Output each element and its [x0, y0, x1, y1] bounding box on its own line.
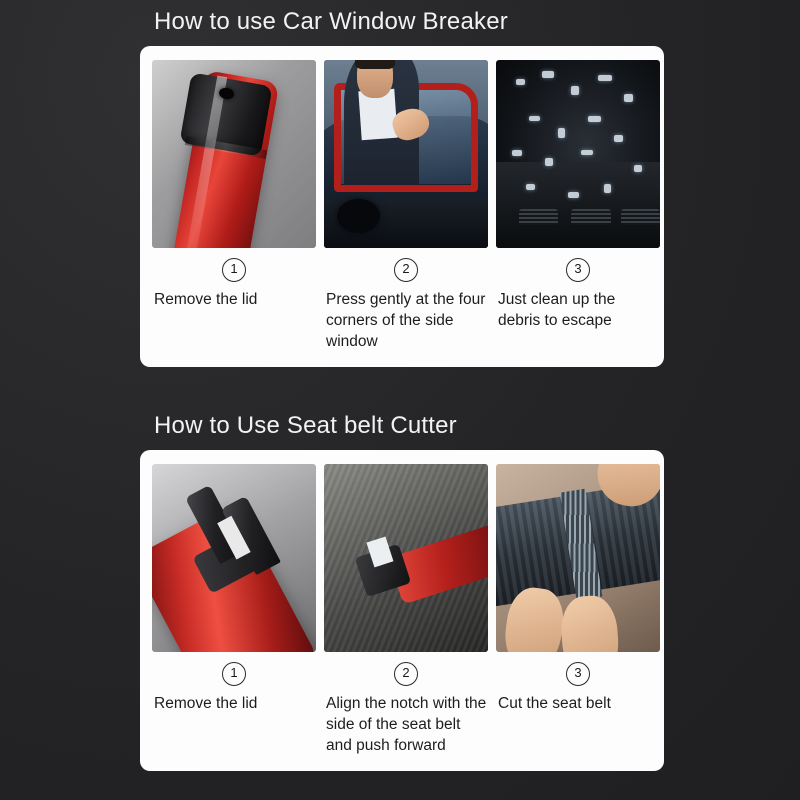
glass-shard	[542, 71, 554, 78]
step-number-badge: 3	[566, 662, 590, 686]
glass-shard	[634, 165, 642, 172]
step-3	[496, 258, 660, 353]
person-hair	[355, 60, 394, 69]
glass-shard	[529, 116, 540, 121]
glass-shard	[558, 128, 565, 138]
step-caption: Press gently at the four corners of the side window	[326, 291, 486, 350]
photo-row	[152, 464, 652, 652]
section-car-window-breaker	[140, 8, 664, 367]
glass-shard	[545, 158, 553, 166]
dashboard-vent-left	[519, 209, 558, 226]
photo-row	[152, 60, 652, 248]
shattered-glass-debris-photo	[496, 60, 660, 248]
caption-row	[152, 662, 652, 757]
section-seat-belt-cutter	[140, 412, 664, 771]
hand-finger	[559, 594, 621, 652]
step-number-badge: 1	[222, 662, 246, 686]
step-caption: Align the notch with the side of the seat belt and push forward	[326, 695, 487, 754]
step-number-badge: 3	[566, 258, 590, 282]
step-3	[496, 662, 660, 757]
steps-card	[140, 450, 664, 771]
glass-shard	[624, 94, 633, 102]
step-caption: Remove the lid	[154, 695, 258, 712]
steps-card	[140, 46, 664, 367]
step-caption: Remove the lid	[154, 291, 258, 308]
car-dashboard	[496, 162, 660, 248]
caption-row	[152, 258, 652, 353]
step-2	[324, 662, 488, 757]
car-wheel	[337, 199, 380, 233]
glass-shard	[581, 150, 593, 155]
step-1	[152, 662, 316, 757]
seat-belt-cutter-prongs-photo	[152, 464, 316, 652]
man-pressing-car-side-window-photo	[324, 60, 488, 248]
step-caption: Cut the seat belt	[498, 695, 611, 712]
glass-shard	[516, 79, 525, 85]
section-title: How to use Car Window Breaker	[154, 8, 508, 35]
step-number-badge: 2	[394, 662, 418, 686]
dashboard-vent-right	[621, 209, 660, 226]
step-number-badge: 1	[222, 258, 246, 282]
glass-shard	[512, 150, 522, 156]
red-window-breaker-tip-photo	[152, 60, 316, 248]
step-1	[152, 258, 316, 353]
step-number-badge: 2	[394, 258, 418, 282]
glass-shard	[571, 86, 579, 95]
section-title: How to Use Seat belt Cutter	[154, 412, 457, 439]
glass-shard	[614, 135, 623, 142]
step-caption: Just clean up the debris to escape	[498, 291, 616, 329]
glass-shard	[568, 192, 579, 198]
glass-shard	[604, 184, 611, 193]
cutter-aligned-on-seat-belt-photo	[324, 464, 488, 652]
glass-shard	[588, 116, 601, 122]
glass-shard	[598, 75, 612, 81]
dashboard-vent-center	[571, 209, 610, 226]
cut-frayed-seat-belt-photo	[496, 464, 660, 652]
step-2	[324, 258, 488, 353]
glass-shard	[526, 184, 535, 190]
